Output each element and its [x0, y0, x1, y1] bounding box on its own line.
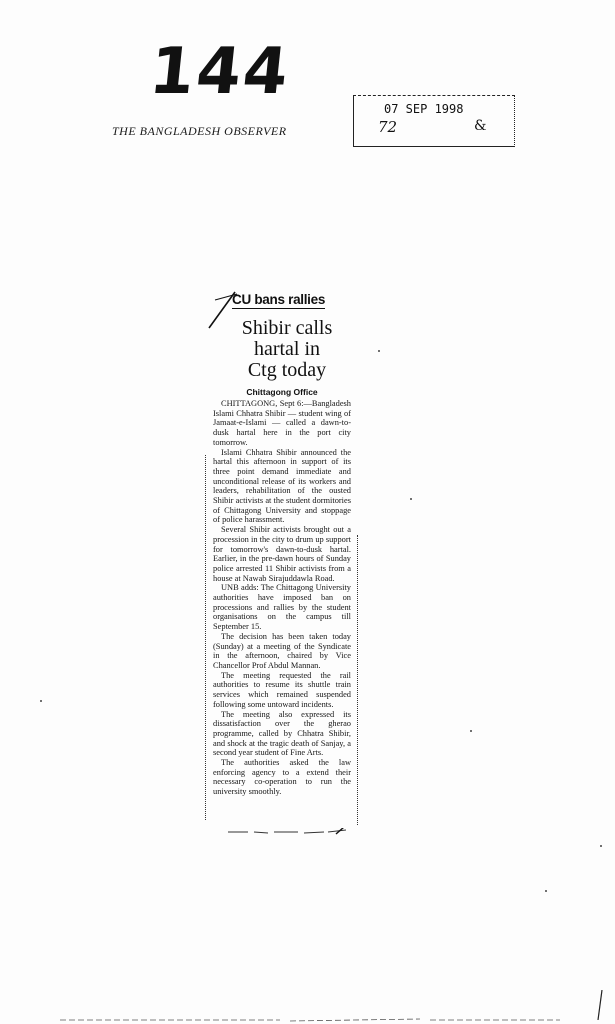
headline-line: Shibir calls	[241, 317, 333, 339]
article-paragraph: The meeting requested the rail authorities to resume its shuttle train services which remained suspended following some untoward incidents.	[213, 670, 351, 709]
clipping-right-edge	[357, 535, 359, 825]
article-body	[213, 399, 351, 797]
clipping-bottom-edge	[228, 828, 346, 836]
clipping-left-edge	[205, 455, 207, 820]
headline-line: hartal in	[253, 338, 321, 360]
article-paragraph: The decision has been taken today (Sunday) at a meeting of the Syndicate in the afternoon, chaired by Vice Chancellor Prof Abdul Mannan.	[213, 631, 351, 670]
handwritten-page-number: 144	[146, 35, 294, 109]
article-paragraph: The authorities asked the law enforcing agency to a extend their necessary co-operation to run the university smoothly.	[213, 758, 351, 797]
article-paragraph: Several Shibir activists brought out a procession in the city to drum up support for tomorrow's dawn-to-dusk hartal. Earlier, in the pre-dawn hours of Sunday police arrested 11 Shibir activists from a house at Nawab Sirajuddawla Road.	[213, 525, 351, 583]
scan-speck	[378, 350, 380, 352]
article-paragraph: The meeting also expressed its dissatisfaction over the gherao programme, called by Chhatra Shibir, and shock at the tragic death of Sanjay, a second year student of Fine Arts.	[213, 709, 351, 758]
date-stamp	[353, 95, 515, 147]
article-paragraph: Islami Chhatra Shibir announced the hartal this afternoon in support of its three point demand immediate and unconditional release of its workers and leaders, rehabilitation of the ousted Shibir activists at the student dormitories of Chittagong University and stoppage of police harassment.	[213, 447, 351, 525]
scan-speck	[40, 700, 42, 702]
stamp-mark: &	[474, 118, 487, 134]
margin-mark	[596, 990, 604, 1020]
stamp-handwritten-note: 72	[378, 118, 398, 136]
scan-speck	[410, 498, 412, 500]
headline-line: Ctg today	[247, 359, 327, 381]
article-kicker: CU bans rallies	[232, 292, 326, 307]
scan-speck	[470, 730, 472, 732]
scan-bottom-edge	[0, 1012, 615, 1024]
article-byline: Chittagong Office	[246, 387, 318, 397]
article-paragraph: CHITTAGONG, Sept 6:—Bangladesh Islami Chhatra Shibir — student wing of Jamaat-e-Islami — called a dawn-to-dusk hartal here in the port city tomorrow.	[213, 399, 351, 447]
scan-speck	[600, 845, 602, 847]
stamp-date: 07 SEP 1998	[384, 102, 464, 116]
article-paragraph: UNB adds: The Chittagong University authorities have imposed ban on processions and rallies by the student organisations on the campus till September 15.	[213, 583, 351, 632]
newspaper-masthead: THE BANGLADESH OBSERVER	[112, 124, 287, 138]
article-headline	[232, 318, 342, 381]
scan-speck	[545, 890, 547, 892]
